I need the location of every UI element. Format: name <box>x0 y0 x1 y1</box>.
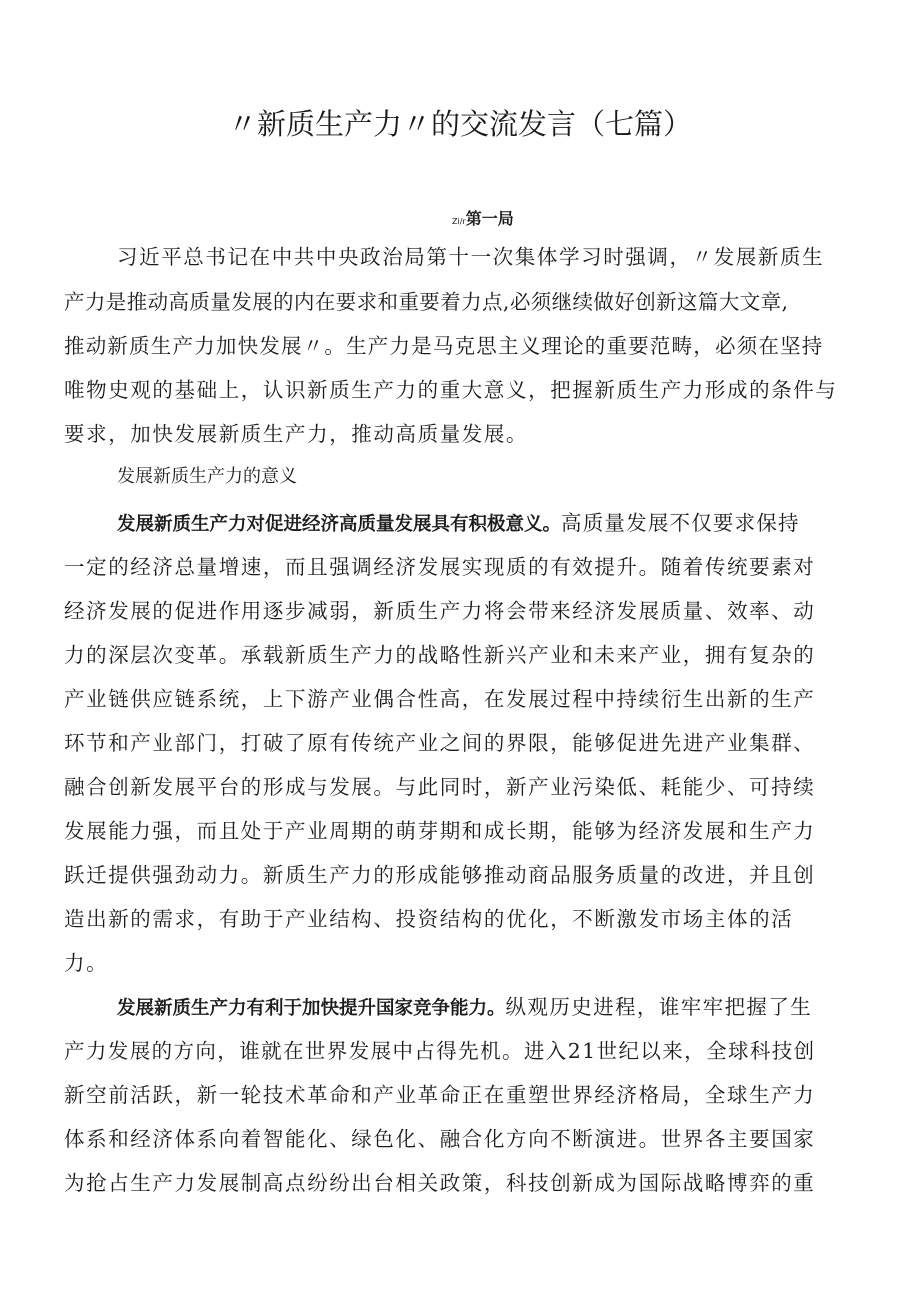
paragraph-line: 力的深层次变革。承载新质生产力的战略性新兴产业和未来产业，拥有复杂的 <box>64 643 816 667</box>
intro-line: 习近平总书记在中共中央政治局第十一次集体学习时强调，〃发展新质生 <box>117 245 825 269</box>
section-label <box>452 206 514 229</box>
paragraph-first-line <box>117 990 812 1020</box>
paragraph-line: 产力发展的方向，谁就在世界发展中占得先机。进入21世纪以来，全球科技创 <box>64 1039 816 1063</box>
paragraph-lead: 发展新质生产力有利于加快提升国家竞争能力。 <box>117 998 506 1019</box>
paragraph-line: 造出新的需求，有助于产业结构、投资结构的优化，不断激发市场主体的活 <box>64 907 794 931</box>
intro-line: 推动新质生产力加快发展〃。生产力是马克思主义理论的重要范畴，必须在坚持 <box>64 334 824 358</box>
paragraph-line: 体系和经济体系向着智能化、绿色化、融合化方向不断演进。世界各主要国家 <box>64 1127 816 1151</box>
paragraph-line: 发展能力强，而且处于产业周期的萌芽期和成长期，能够为经济发展和生产力 <box>64 819 816 843</box>
intro-line: 要求，加快发展新质生产力，推动高质量发展。 <box>64 422 529 446</box>
paragraph-line: 环节和产业部门，打破了原有传统产业之间的界限，能够促进先进产业集群、 <box>64 731 816 755</box>
paragraph-text: 纵观历史进程，谁牢牢把握了生 <box>505 995 813 1019</box>
section-label-text: 第一局 <box>465 209 514 228</box>
paragraph-line: 跃迁提供强劲动力。新质生产力的形成能够推动商品服务质量的改进，并且创 <box>64 863 816 887</box>
paragraph-line: 经济发展的促进作用逐步减弱，新质生产力将会带来经济发展质量、效率、动 <box>64 599 816 623</box>
paragraph-text: 高质量发展不仅要求保持 <box>561 511 800 535</box>
paragraph-lead: 发展新质生产力对促进经济高质量发展具有积极意义。 <box>117 514 562 535</box>
paragraph-line: 为抢占生产力发展制高点纷纷出台相关政策，科技创新成为国际战略博弈的重 <box>64 1171 816 1195</box>
document-title: 〃新质生产力〃的交流发言（七篇） <box>227 107 692 141</box>
paragraph-line: 新空前活跃，新一轮技术革命和产业革命正在重塑世界经济格局，全球生产力 <box>64 1083 816 1107</box>
paragraph-line: 力。 <box>64 951 109 975</box>
paragraph-line: 产业链供应链系统，上下游产业偶合性高，在发展过程中持续衍生出新的生产 <box>64 687 816 711</box>
section-label-small: Zi/r <box>452 217 466 226</box>
intro-line: 唯物史观的基础上，认识新质生产力的重大意义，把握新质生产力形成的条件与 <box>64 378 838 402</box>
section-heading: 发展新质生产力的意义 <box>117 466 297 487</box>
intro-line: 产力是推动高质量发展的内在要求和重要着力点,必须继续做好创新这篇大文章, <box>64 290 789 314</box>
paragraph-line: 融合创新发展平台的形成与发展。与此同时，新产业污染低、耗能少、可持续 <box>64 775 816 799</box>
paragraph-line: 一定的经济总量增速，而且强调经济发展实现质的有效提升。随着传统要素对 <box>64 555 816 579</box>
paragraph-first-line <box>117 506 800 536</box>
